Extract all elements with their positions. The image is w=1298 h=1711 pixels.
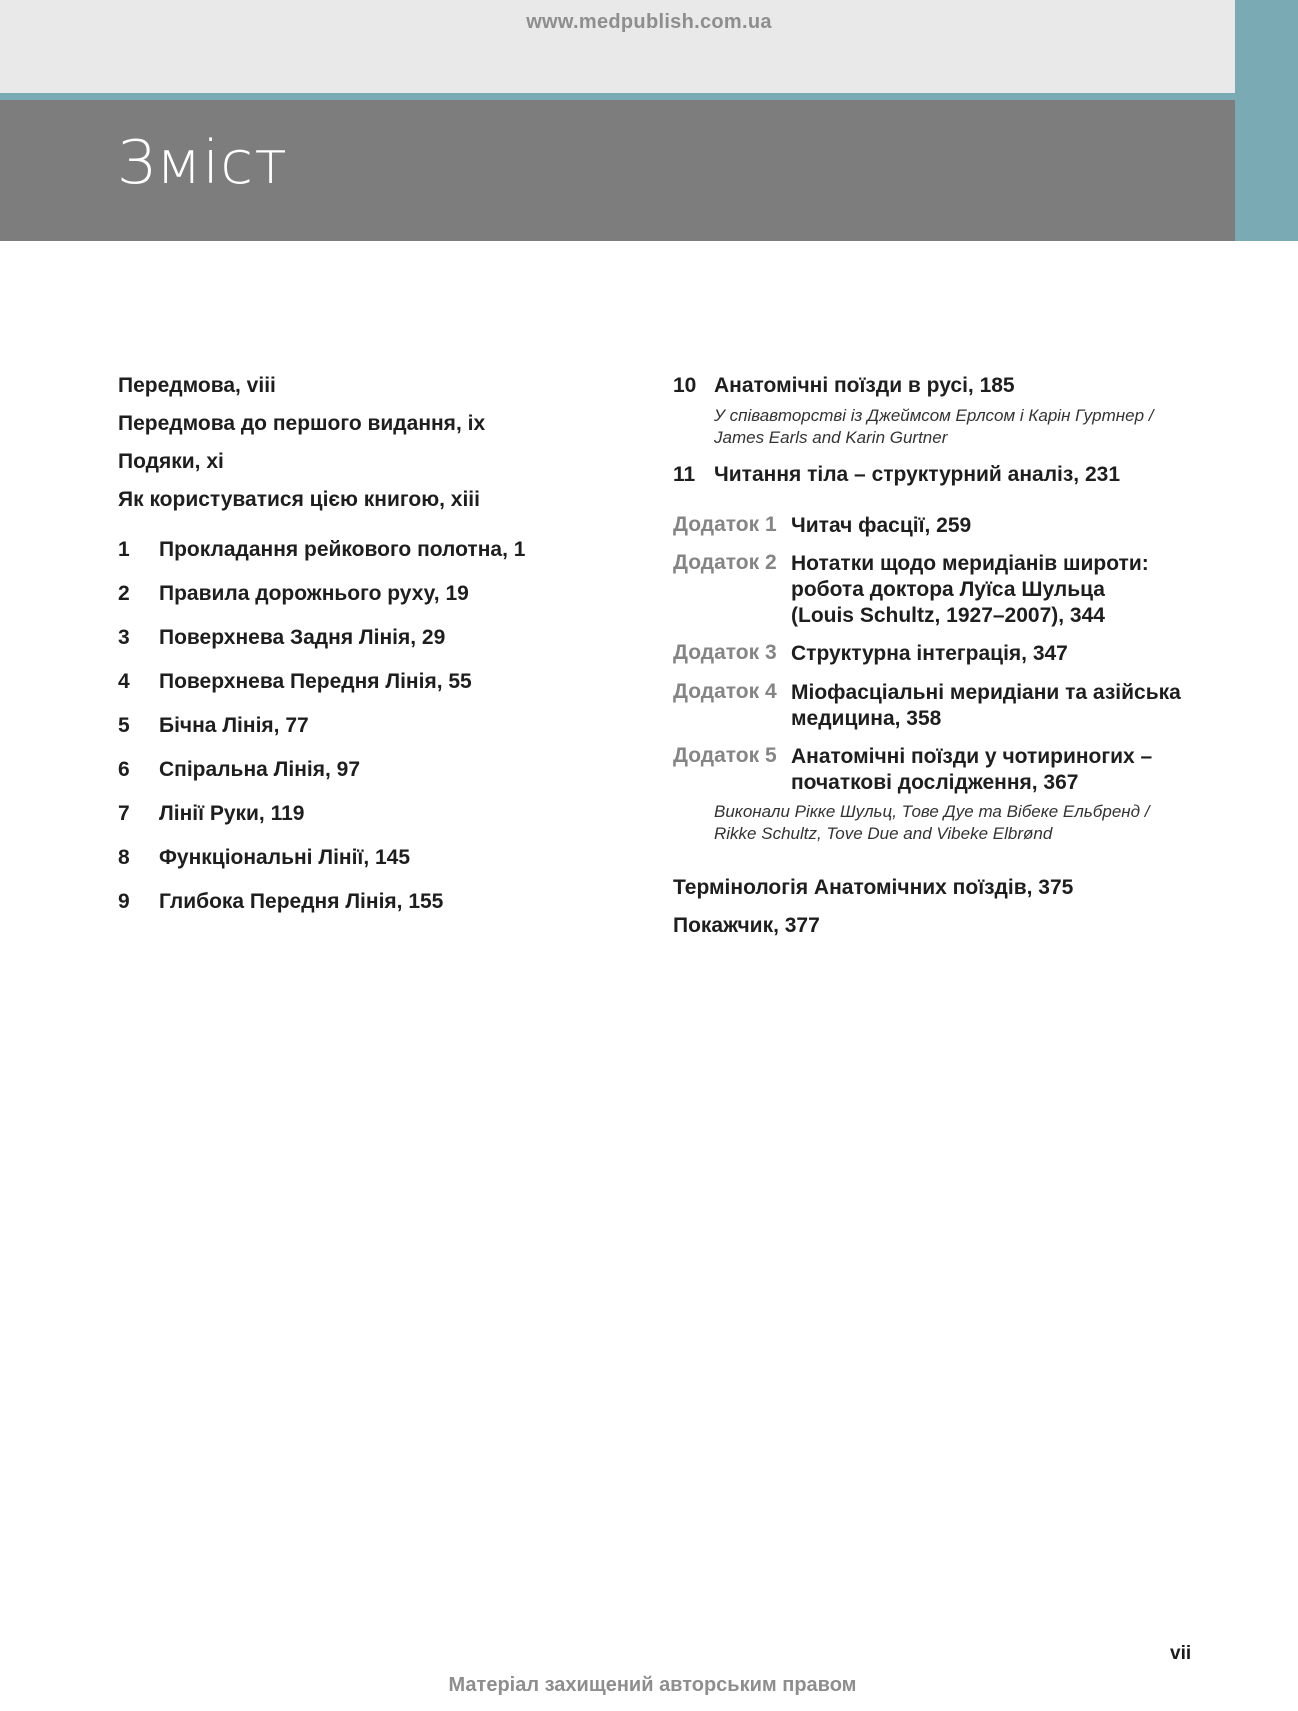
- appendix-title-line: Міофасціальні меридіани та азійська: [791, 681, 1181, 704]
- side-accent-bar: [1235, 0, 1298, 241]
- appendix-5-contributors: [714, 801, 1149, 845]
- appendix-title: [791, 744, 1152, 796]
- coauthors-line: James Earls and Karin Gurtner: [714, 428, 948, 447]
- appendix-title-line: початкові дослідження, 367: [791, 771, 1079, 794]
- appendix-title: [791, 513, 971, 539]
- appendix-title-line: Структурна інтеграція, 347: [791, 642, 1068, 665]
- copyright-notice: Матеріал захищений авторським правом: [448, 1674, 857, 1696]
- contributors-line: Виконали Рікке Шульц, Тове Дуе та Вібеке Ельбренд /: [714, 802, 1150, 821]
- appendix-title-line: Нотатки щодо меридіанів широти:: [791, 552, 1149, 575]
- coauthors-line: У співавторстві із Джеймсом Ерлсом і Карін Гуртнер /: [714, 406, 1154, 425]
- chapter-title: Прокладання рейкового полотна, 1: [159, 538, 526, 561]
- chapter-number: 9: [118, 890, 130, 913]
- chapter-title: Правила дорожнього руху, 19: [159, 582, 469, 605]
- chapter-10-coauthors: [714, 405, 1154, 449]
- appendix-title-line: медицина, 358: [791, 707, 942, 730]
- appendix-label: Додаток 2: [673, 551, 777, 574]
- appendix-title-line: Анатомічні поїзди у чотириногих –: [791, 745, 1153, 768]
- chapter-title: Поверхнева Передня Лінія, 55: [159, 670, 472, 693]
- chapter-number: 8: [118, 846, 130, 869]
- appendix-label: Додаток 5: [673, 744, 777, 767]
- chapter-number: 1: [118, 538, 130, 561]
- appendix-title: [791, 680, 1181, 732]
- toc-entry-index: Покажчик, 377: [673, 914, 820, 937]
- accent-line: [0, 93, 1235, 100]
- appendix-title: [791, 641, 1068, 667]
- chapter-title: Поверхнева Задня Лінія, 29: [159, 626, 446, 649]
- toc-entry-acknowledgements: Подяки, xi: [118, 450, 224, 473]
- website-url: www.medpublish.com.ua: [526, 11, 772, 33]
- appendix-title-line: (Louis Schultz, 1927–2007), 344: [791, 604, 1105, 627]
- chapter-number: 10: [673, 374, 697, 397]
- appendix-label: Додаток 1: [673, 513, 777, 536]
- toc-entry-preface-first-edition: Передмова до першого видання, ix: [118, 412, 486, 435]
- chapter-number: 3: [118, 626, 130, 649]
- page-title: Зміст: [117, 128, 289, 198]
- toc-entry-terminology: Термінологія Анатомічних поїздів, 375: [673, 876, 1074, 899]
- chapter-number: 11: [673, 463, 696, 486]
- contributors-line: Rikke Schultz, Tove Due and Vibeke Elbrønd: [714, 824, 1053, 843]
- chapter-title: Бічна Лінія, 77: [159, 714, 309, 737]
- toc-entry-how-to-use: Як користуватися цією книгою, xiii: [118, 488, 480, 511]
- appendix-title-line: робота доктора Луїса Шульца: [791, 578, 1105, 601]
- page-number: vii: [1170, 1643, 1192, 1664]
- toc-entry-preface: Передмова, viii: [118, 374, 276, 397]
- chapter-title: Функціональні Лінії, 145: [159, 846, 411, 869]
- appendix-label: Додаток 4: [673, 680, 777, 703]
- chapter-title: Глибока Передня Лінія, 155: [159, 890, 444, 913]
- appendix-title-line: Читач фасції, 259: [791, 514, 972, 537]
- chapter-number: 2: [118, 582, 130, 605]
- chapter-number: 5: [118, 714, 130, 737]
- chapter-title: Лінії Руки, 119: [159, 802, 305, 825]
- chapter-title: Спіральна Лінія, 97: [159, 758, 361, 781]
- chapter-title: Читання тіла – структурний аналіз, 231: [714, 463, 1121, 486]
- chapter-number: 7: [118, 802, 130, 825]
- chapter-number: 4: [118, 670, 130, 693]
- appendix-label: Додаток 3: [673, 641, 777, 664]
- chapter-number: 6: [118, 758, 130, 781]
- chapter-title: Анатомічні поїзди в русі, 185: [714, 374, 1015, 397]
- appendix-title: [791, 551, 1149, 629]
